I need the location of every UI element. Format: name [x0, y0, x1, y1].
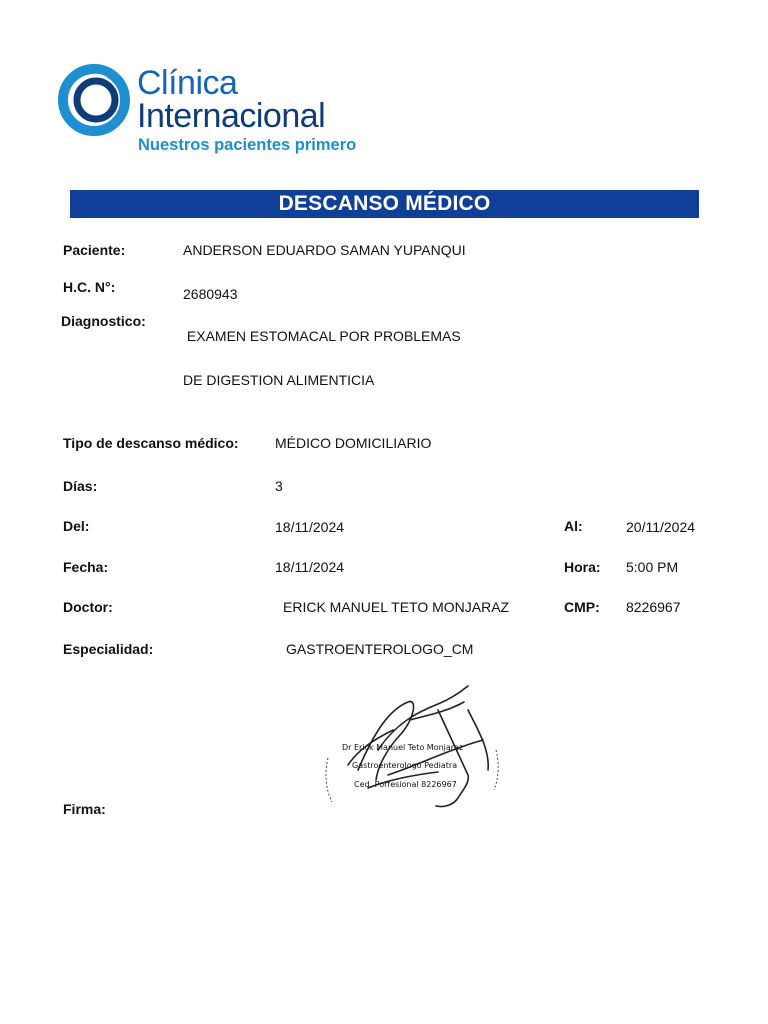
hc-value: 2680943 [183, 286, 238, 302]
cmp-value: 8226967 [626, 599, 681, 615]
diagnostico-line2: DE DIGESTION ALIMENTICIA [183, 372, 375, 388]
dias-value: 3 [275, 478, 283, 494]
al-value: 20/11/2024 [626, 519, 696, 535]
del-value: 18/11/2024 [275, 519, 345, 535]
signature-stamp [318, 680, 504, 812]
logo-text-clinica: Clínica [137, 64, 238, 102]
paciente-label: Paciente: [63, 242, 126, 258]
hora-value: 5:00 PM [626, 559, 679, 575]
al-label: Al: [564, 518, 583, 534]
stamp-line1: Dr Erick Manuel Teto Monjaraz [342, 743, 464, 752]
doctor-label: Doctor: [63, 599, 113, 615]
paciente-value: ANDERSON EDUARDO SAMAN YUPANQUI [183, 242, 466, 258]
especialidad-value: GASTROENTEROLOGO_CM [286, 641, 474, 657]
diagnostico-line1: EXAMEN ESTOMACAL POR PROBLEMAS [183, 328, 461, 344]
tipo-descanso-value: MÉDICO DOMICILIARIO [275, 435, 432, 451]
firma-label: Firma: [63, 801, 106, 817]
doctor-value: ERICK MANUEL TETO MONJARAZ [283, 599, 510, 615]
clinic-logo-icon [56, 62, 132, 138]
especialidad-label: Especialidad: [63, 641, 154, 657]
logo-text-internacional: Internacional [137, 97, 326, 135]
fecha-label: Fecha: [63, 559, 109, 575]
dias-label: Días: [63, 478, 98, 494]
hc-label: H.C. N°: [63, 279, 116, 295]
stamp-line3: Ced. Porfesional 8226967 [354, 780, 457, 789]
logo-tagline: Nuestros pacientes primero [138, 136, 357, 154]
cmp-label: CMP: [564, 599, 600, 615]
title-bar [70, 190, 699, 218]
stamp-line2: Gastroenterologo Pediatra [352, 761, 458, 770]
fecha-value: 18/11/2024 [275, 559, 345, 575]
del-label: Del: [63, 518, 90, 534]
diagnostico-label: Diagnostico: [61, 313, 146, 329]
tipo-descanso-label: Tipo de descanso médico: [63, 435, 239, 451]
document-title: DESCANSO MÉDICO [278, 192, 491, 215]
hora-label: Hora: [564, 559, 601, 575]
